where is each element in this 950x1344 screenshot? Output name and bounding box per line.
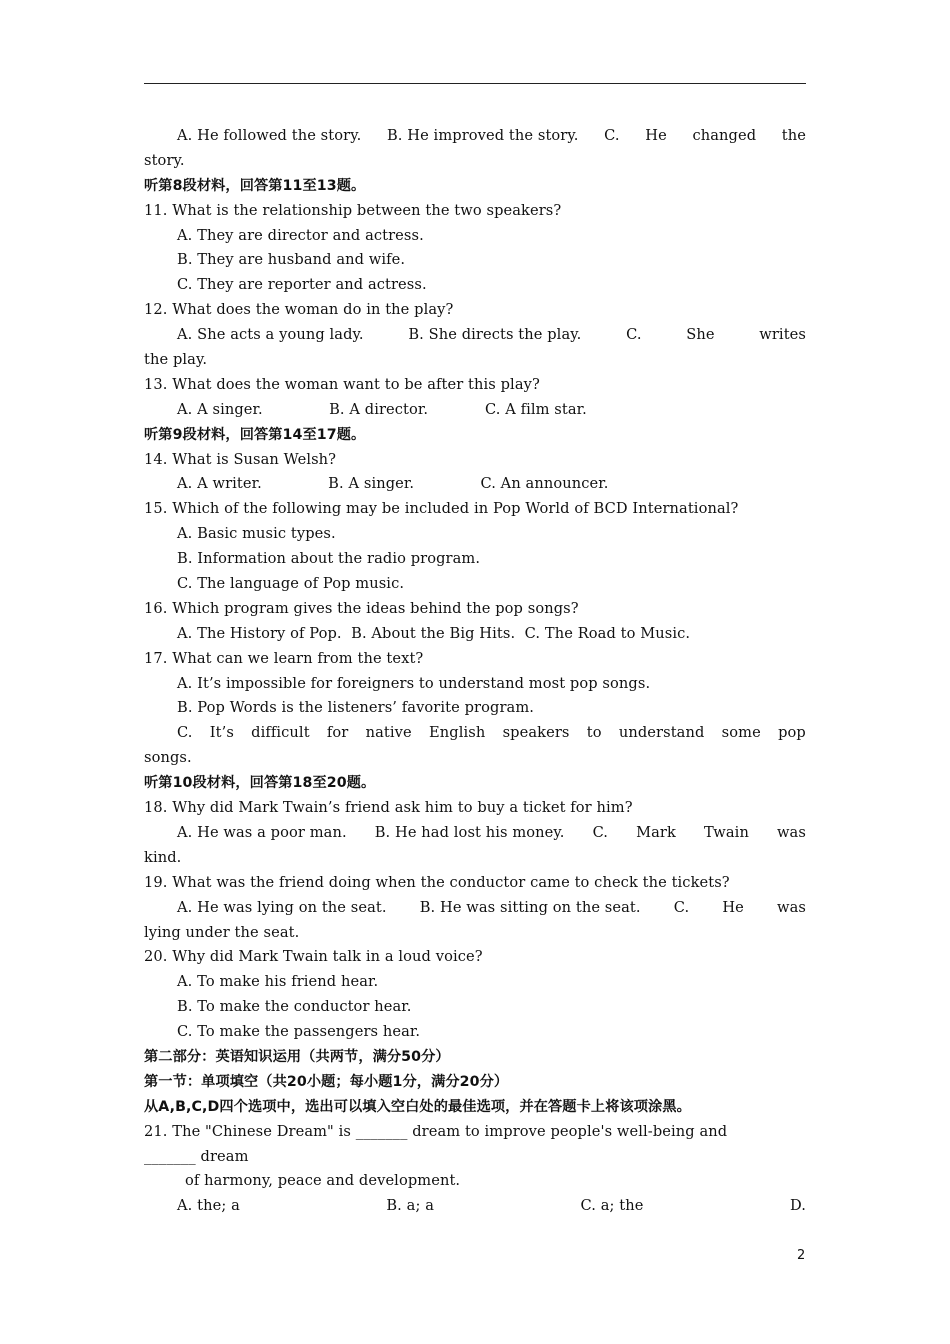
page-number: 2	[797, 1248, 806, 1263]
option-line: C. To make the passengers hear.	[177, 1023, 421, 1041]
question-line: 21. The "Chinese Dream" is _______ dream to improve people's well-being and	[144, 1122, 728, 1140]
line-segment: She	[686, 326, 715, 344]
line-segment: D.	[789, 1197, 806, 1215]
line-segment: some	[721, 724, 761, 742]
line-segment: for	[326, 724, 349, 742]
question-line: 18. Why did Mark Twain’s friend ask him to buy a ticket for him?	[144, 799, 633, 817]
question-line: 17. What can we learn from the text?	[144, 649, 424, 667]
option-line: of harmony, peace and development.	[185, 1172, 461, 1190]
line-segment: to	[586, 724, 602, 742]
line-segment: pop	[778, 724, 806, 742]
justified-line	[144, 323, 806, 348]
line-segment: A. the; a	[177, 1197, 240, 1215]
question-line: 11. What is the relationship between the two speakers?	[144, 201, 562, 219]
line-segment: He	[645, 127, 667, 144]
line-segment: difficult	[251, 724, 310, 742]
question-line: _______ dream	[144, 1147, 249, 1165]
line-segment: Mark	[636, 823, 676, 841]
line-segment: B. He was sitting on the seat.	[419, 898, 641, 916]
header-rule	[144, 83, 806, 84]
option-line: A. Basic music types.	[177, 525, 336, 543]
line-segment: It’s	[209, 724, 234, 742]
justified-line	[144, 721, 806, 746]
line-segment: C.	[626, 326, 642, 344]
question-line: lying under the seat.	[144, 923, 300, 941]
line-segment: B. He had lost his money.	[374, 823, 565, 841]
line-segment: speakers	[502, 724, 570, 742]
option-line: B. They are husband and wife.	[177, 251, 406, 269]
section-heading: 听第10段材料，回答第18至20题。	[144, 775, 376, 792]
option-line: B. Information about the radio program.	[177, 550, 481, 568]
option-line: A. It’s impossible for foreigners to understand most pop songs.	[177, 674, 651, 692]
question-line: the play.	[144, 351, 208, 369]
line-segment: writes	[759, 326, 806, 344]
line-segment: C.	[604, 127, 620, 144]
line-segment: C.	[592, 823, 609, 841]
question-line: 13. What does the woman want to be after this play?	[144, 375, 540, 393]
question-line: 12. What does the woman do in the play?	[144, 301, 454, 319]
option-line: A. To make his friend hear.	[177, 973, 379, 991]
line-segment: changed	[692, 127, 757, 144]
question-line: kind.	[144, 848, 182, 866]
question-line: 20. Why did Mark Twain talk in a loud voice?	[144, 948, 483, 966]
line-segment: Twain	[703, 823, 749, 841]
line-segment: the	[781, 127, 806, 144]
section-heading: 第一节：单项填空（共20小题；每小题1分，满分20分）	[144, 1073, 509, 1090]
option-line: A. They are director and actress.	[177, 226, 424, 244]
line-segment: was	[776, 823, 806, 841]
option-line: A. A singer. B. A director. C. A film star.	[177, 400, 587, 418]
question-line: 14. What is Susan Welsh?	[144, 450, 337, 468]
section-heading: 从A,B,C,D四个选项中，选出可以填入空白处的最佳选项，并在答题卡上将该项涂黑。	[144, 1098, 691, 1115]
question-line: 15. Which of the following may be included in Pop World of BCD International?	[144, 500, 739, 518]
line-segment: B. a; a	[386, 1197, 435, 1215]
line-segment: C. a; the	[580, 1197, 644, 1215]
line-segment: English	[429, 724, 486, 742]
option-line: C. They are reporter and actress.	[177, 276, 427, 294]
line-segment: native	[365, 724, 412, 742]
section-heading: 听第9段材料，回答第14至17题。	[144, 426, 366, 443]
line-segment: He	[722, 898, 744, 916]
line-segment: A. She acts a young lady.	[177, 326, 364, 344]
line-segment: understand	[618, 724, 705, 742]
line-segment: was	[777, 898, 806, 916]
question-line: songs.	[144, 749, 192, 767]
exam-page-content	[144, 124, 806, 1219]
line-segment: B. She directs the play.	[408, 326, 582, 344]
line-segment: A. He was a poor man.	[177, 823, 347, 841]
question-line: 19. What was the friend doing when the conductor came to check the tickets?	[144, 873, 730, 891]
section-heading: 听第8段材料，回答第11至13题。	[144, 177, 366, 194]
question-line: 16. Which program gives the ideas behind the pop songs?	[144, 599, 579, 617]
line-segment: A. He was lying on the seat.	[177, 898, 387, 916]
question-line: story.	[144, 151, 185, 169]
option-line: B. Pop Words is the listeners’ favorite program.	[177, 699, 534, 717]
justified-line	[144, 896, 806, 921]
line-segment: A. He followed the story.	[177, 127, 362, 144]
justified-line	[144, 124, 806, 149]
line-segment: C.	[177, 724, 193, 742]
option-line: C. The language of Pop music.	[177, 575, 405, 593]
option-line: A. A writer. B. A singer. C. An announcer.	[177, 475, 609, 493]
option-line: A. The History of Pop. B. About the Big Hits. C. The Road to Music.	[177, 624, 691, 642]
section-heading: 第二部分：英语知识运用（共两节，满分50分）	[144, 1048, 450, 1065]
justified-line	[144, 1194, 806, 1219]
line-segment: B. He improved the story.	[386, 127, 579, 144]
justified-line	[144, 821, 806, 846]
line-segment: C.	[673, 898, 690, 916]
option-line: B. To make the conductor hear.	[177, 998, 412, 1016]
